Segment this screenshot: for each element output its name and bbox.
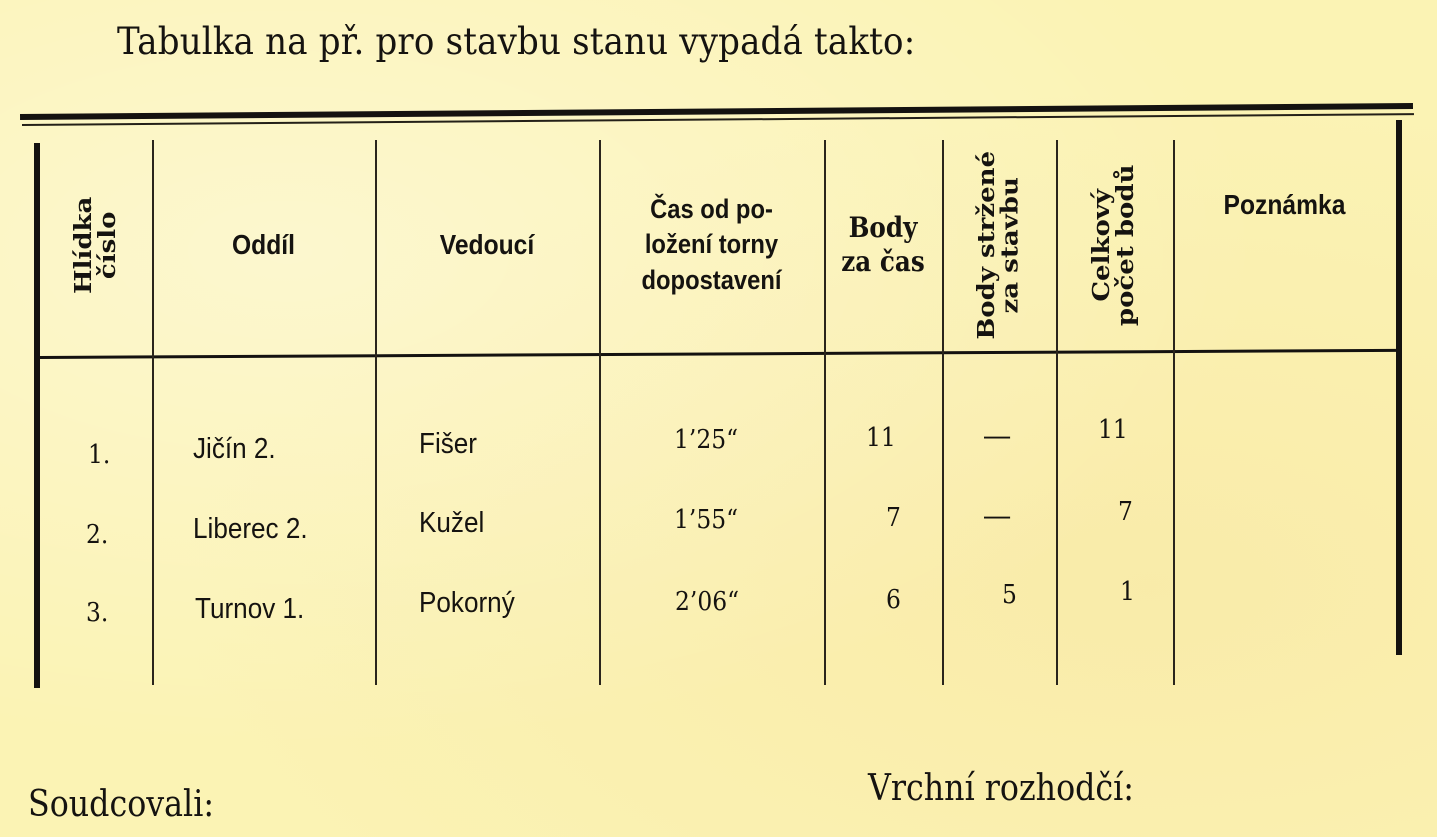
cell-celkovy: 7	[1118, 497, 1133, 527]
cell-oddil: Turnov 1.	[195, 593, 305, 625]
header-celkovy-pocet	[1063, 135, 1166, 355]
table-left-border	[34, 143, 40, 688]
cell-hlidka: 1.	[88, 440, 111, 470]
cell-cas: 1’25“	[674, 425, 739, 455]
column-divider	[1056, 140, 1058, 685]
header-label: Oddíl	[232, 229, 295, 261]
column-divider	[1173, 140, 1175, 685]
cell-hlidka: 3.	[86, 598, 109, 628]
cell-cas: 2’06“	[675, 587, 740, 617]
judges-label: Soudcovali:	[28, 784, 214, 825]
header-line: dopostavení	[641, 264, 782, 295]
page-title: Tabulka na př. pro stavbu stanu vypadá takto:	[117, 20, 916, 63]
header-body-za-cas	[831, 135, 935, 355]
column-divider	[824, 140, 826, 685]
cell-oddil: Jičín 2.	[193, 433, 276, 465]
table-right-border	[1396, 120, 1402, 655]
header-oddil	[165, 135, 361, 355]
results-table	[34, 135, 1404, 695]
header-label: Poznámka	[1223, 189, 1346, 221]
cell-hlidka: 2.	[86, 520, 109, 550]
column-divider	[152, 140, 154, 685]
cell-vedouci: Kužel	[419, 507, 485, 539]
header-line: Celkový	[1088, 188, 1116, 302]
cell-vedouci: Fišer	[419, 428, 478, 460]
cell-body-strzene: —	[984, 420, 1011, 452]
header-line: ložení torny	[644, 229, 779, 260]
column-divider	[375, 140, 377, 685]
header-label: Vedoucí	[439, 229, 535, 261]
header-cas	[613, 135, 811, 355]
header-line: Body stržené	[973, 150, 1000, 340]
cell-body-strzene: 5	[1002, 580, 1017, 610]
header-line: Čas od po-	[650, 194, 773, 225]
cell-body-cas: 7	[886, 503, 901, 533]
header-body-strzene	[949, 135, 1049, 355]
header-line: za stavbu	[997, 176, 1024, 314]
chief-referee-label: Vrchní rozhodčí:	[868, 768, 1134, 809]
header-vedouci	[388, 135, 585, 355]
cell-celkovy: 1	[1120, 577, 1135, 607]
cell-body-cas: 11	[866, 423, 896, 453]
header-poznamka	[1186, 95, 1382, 315]
header-hlidka-cislo	[49, 135, 146, 355]
header-line: počet bodů	[1112, 164, 1140, 326]
header-line: za čas	[841, 245, 925, 278]
column-divider	[599, 140, 601, 685]
cell-vedouci: Pokorný	[419, 587, 515, 619]
cell-oddil: Liberec 2.	[193, 513, 308, 545]
cell-body-strzene: —	[984, 500, 1011, 532]
cell-cas: 1’55“	[674, 505, 739, 535]
header-line: číslo	[95, 211, 122, 279]
cell-celkovy: 11	[1098, 415, 1128, 445]
header-line: Body	[848, 211, 918, 245]
column-divider	[942, 140, 944, 685]
header-line: Hlídka	[71, 196, 98, 294]
cell-body-cas: 6	[886, 585, 901, 615]
